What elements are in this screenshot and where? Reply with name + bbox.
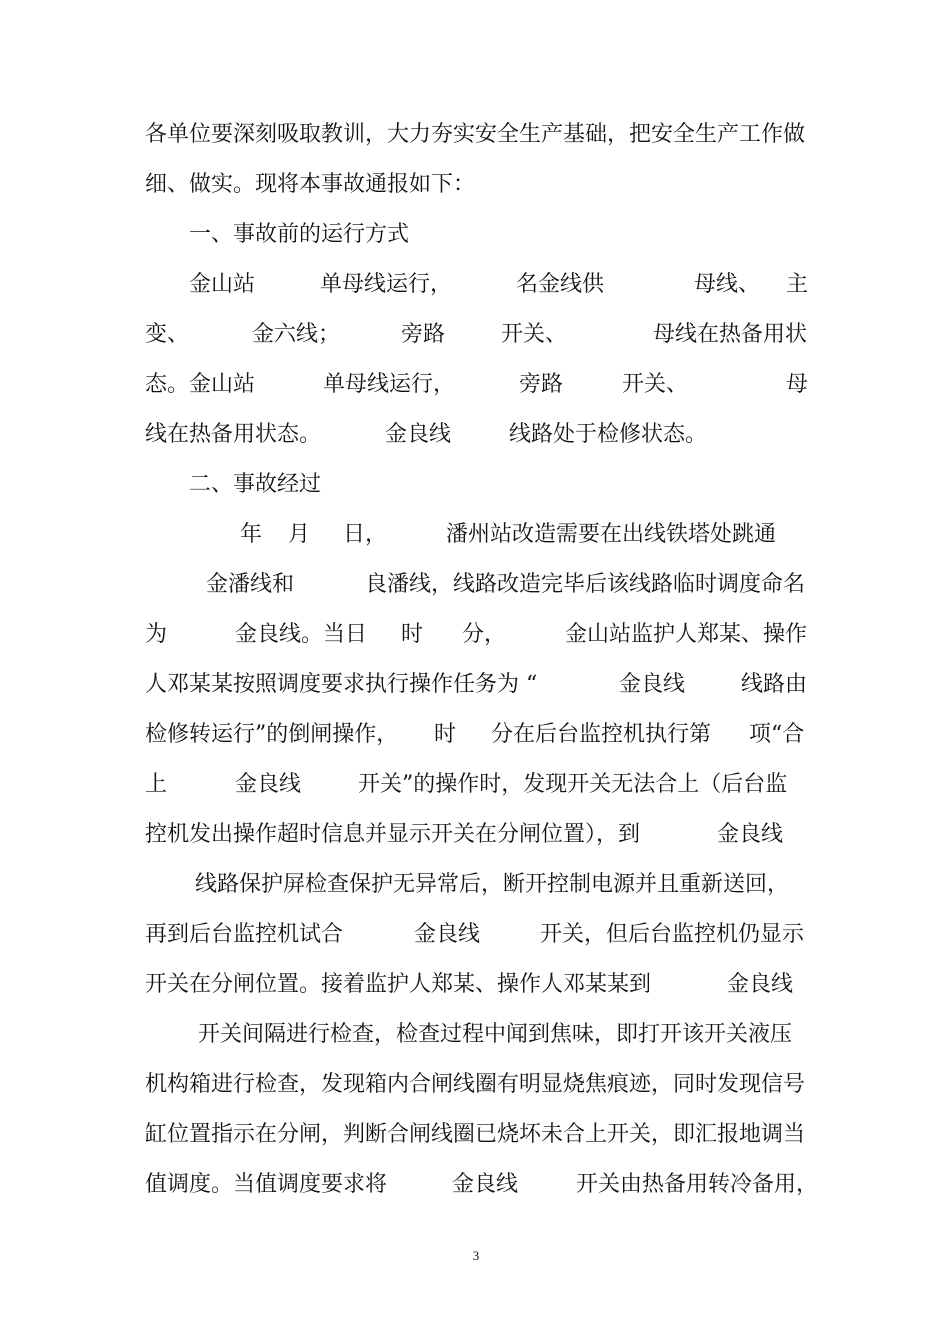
text-line-20 — [0, 1065, 950, 1105]
text-segment: 开关由热备用转冷备用， — [576, 1172, 819, 1197]
text-segment: 金良线 — [619, 672, 686, 697]
text-segment: 单母线运行， — [320, 272, 453, 297]
heading-text: 一、事故前的运行方式 — [189, 222, 410, 247]
text-line-16 — [0, 865, 950, 905]
text-segment: 时 — [434, 722, 457, 747]
text-segment: 上 — [145, 772, 168, 797]
text-segment: 态。金山站 — [145, 372, 256, 397]
page-number: 3 — [472, 1248, 480, 1263]
section-heading-2 — [0, 465, 950, 505]
text-line-12 — [0, 665, 950, 705]
text-line-9 — [0, 515, 950, 555]
text-line-22 — [0, 1165, 950, 1205]
text-segment: 开关间隔进行检查，检查过程中闻到焦味，即打开该开关液压 — [198, 1022, 793, 1047]
text-segment: 日， — [343, 522, 388, 547]
text-segment: 机构箱进行检查，发现箱内合闸线圈有明显烧焦痕迹，同时发现信号 — [145, 1072, 806, 1097]
section-heading-1 — [0, 215, 950, 255]
text-line-4 — [0, 265, 950, 305]
text-segment: 名金线供 — [516, 272, 605, 297]
text-segment: 金六线； — [252, 322, 341, 347]
text-segment: 开关、 — [622, 372, 689, 397]
text-segment: 检修转运行”的倒闸操作， — [145, 722, 399, 747]
text-segment: 金良线 — [414, 922, 481, 947]
text-segment: 旁路 — [519, 372, 564, 397]
text-segment: 线路由 — [741, 672, 808, 697]
text-segment: 时 — [401, 622, 424, 647]
text-segment: 旁路 — [401, 322, 446, 347]
text-line-7 — [0, 415, 950, 455]
text-line-13 — [0, 715, 950, 755]
text-segment: 金良线 — [727, 972, 794, 997]
text-segment: 线在热备用状态。 — [145, 422, 322, 447]
text-line-5 — [0, 315, 950, 355]
text-segment: 年 — [240, 522, 263, 547]
text-segment: 金山站 — [189, 272, 256, 297]
text-segment: 金良线 — [385, 422, 452, 447]
text-line-14 — [0, 765, 950, 805]
text-line-19 — [0, 1015, 950, 1055]
text-segment: 良潘线，线路改造完毕后该线路临时调度命名 — [365, 572, 806, 597]
text-segment: 控机发出操作超时信息并显示开关在分闸位置），到 — [145, 822, 641, 847]
text-line-2 — [0, 165, 950, 205]
text-segment: 各单位要深刻吸取教训，大力夯实安全生产基础，把安全生产工作做 — [145, 122, 806, 147]
text-segment: 开关，但后台监控机仍显示 — [540, 922, 805, 947]
text-segment: 分， — [462, 622, 507, 647]
text-segment: 金潘线和 — [206, 572, 295, 597]
text-segment: 分在后台监控机执行第 — [491, 722, 712, 747]
text-segment: 线路保护屏检查保护无异常后，断开控制电源并且重新送回， — [195, 872, 790, 897]
text-segment: 细、做实。现将本事故通报如下： — [145, 172, 476, 197]
text-line-1 — [0, 115, 950, 155]
text-segment: 母线、 — [694, 272, 761, 297]
text-segment: 线路处于检修状态。 — [509, 422, 708, 447]
text-segment: 金良线 — [235, 772, 302, 797]
text-segment: 再到后台监控机试合 — [145, 922, 344, 947]
text-segment: 潘州站改造需要在出线铁塔处跳通 — [446, 522, 777, 547]
text-segment: 项“合 — [749, 722, 805, 747]
text-line-10 — [0, 565, 950, 605]
text-line-6 — [0, 365, 950, 405]
text-line-15 — [0, 815, 950, 855]
heading-text: 二、事故经过 — [189, 472, 322, 497]
text-segment: 金良线。当日 — [235, 622, 368, 647]
text-segment: 金良线 — [717, 822, 784, 847]
text-segment: 开关、 — [501, 322, 568, 347]
text-segment: 值调度。当值调度要求将 — [145, 1172, 388, 1197]
text-line-21 — [0, 1115, 950, 1155]
text-segment: 母 — [786, 372, 809, 397]
text-line-18 — [0, 965, 950, 1005]
text-segment: 缸位置指示在分闸，判断合闸线圈已烧坏未合上开关，即汇报地调当 — [145, 1122, 806, 1147]
text-segment: 金良线 — [452, 1172, 519, 1197]
text-line-17 — [0, 915, 950, 955]
text-segment: 开关”的操作时，发现开关无法合上（后台监 — [358, 772, 788, 797]
text-segment: 单母线运行， — [323, 372, 456, 397]
text-segment: 母线在热备用状 — [653, 322, 808, 347]
text-segment: 开关在分闸位置。接着监护人郑某、操作人邓某某到 — [145, 972, 652, 997]
text-segment: 月 — [288, 522, 311, 547]
text-segment: 为 — [145, 622, 168, 647]
text-segment: 主 — [786, 272, 809, 297]
text-segment: 变、 — [145, 322, 190, 347]
text-segment: 人邓某某按照调度要求执行操作任务为 “ — [145, 672, 538, 697]
text-line-11 — [0, 615, 950, 655]
text-segment: 金山站监护人郑某、操作 — [565, 622, 808, 647]
